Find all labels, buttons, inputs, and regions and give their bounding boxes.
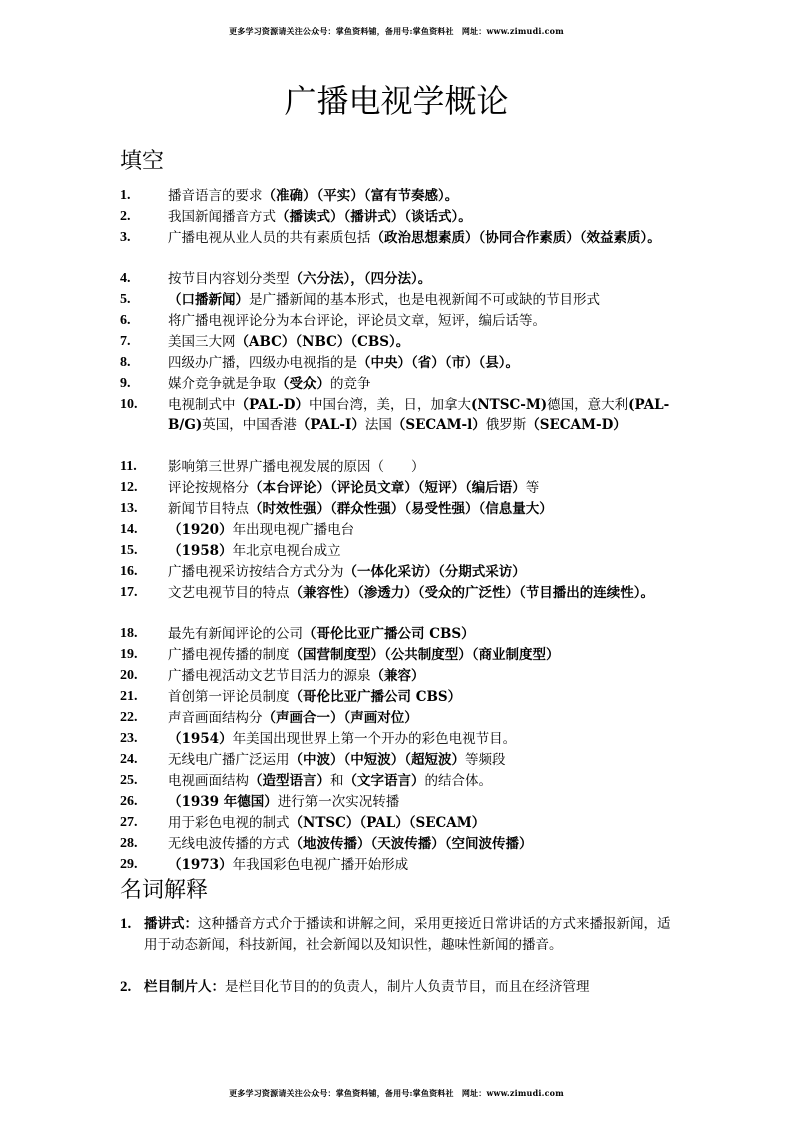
item-text bbox=[168, 478, 680, 498]
definition-item bbox=[120, 977, 680, 998]
text-run: 将广播电视评论分为本台评论，评论员文章，短评，编后话等。 bbox=[168, 313, 546, 329]
item-number: 1. bbox=[120, 188, 131, 203]
item-number: 2. bbox=[120, 979, 132, 995]
text-run: 法国 bbox=[364, 417, 392, 433]
text-run: 电视制式中 bbox=[168, 397, 236, 413]
bold-answer: （ABC）（NBC）（CBS）。 bbox=[235, 334, 410, 350]
item-number: 13. bbox=[120, 501, 138, 516]
bold-answer: 播讲式： bbox=[144, 916, 198, 932]
list-item bbox=[120, 457, 680, 477]
text-run: 年我国彩色电视广播开始形成 bbox=[232, 857, 409, 873]
text-run: 等频段 bbox=[465, 752, 506, 768]
text-run: 广播电视活动文艺节目活力的源泉 bbox=[168, 668, 371, 684]
bold-answer: （中波）（中短波）（超短波） bbox=[289, 752, 465, 768]
item-text bbox=[168, 855, 680, 875]
item-number: 12. bbox=[120, 480, 138, 495]
text-run: 评论按规格分 bbox=[168, 480, 249, 496]
list-item bbox=[120, 228, 680, 248]
list-item bbox=[120, 395, 680, 435]
item-number: 10. bbox=[120, 397, 138, 412]
item-number: 4. bbox=[120, 271, 131, 286]
bold-answer: (NTSC-M) bbox=[470, 397, 548, 413]
item-text bbox=[168, 813, 680, 833]
item-number: 22. bbox=[120, 710, 138, 725]
item-text bbox=[168, 541, 680, 561]
item-text bbox=[168, 457, 680, 477]
item-number: 27. bbox=[120, 815, 138, 830]
section-heading-fill-in: 填空 bbox=[120, 149, 165, 174]
item-number: 3. bbox=[120, 230, 131, 245]
list-item bbox=[120, 624, 680, 644]
item-text bbox=[168, 562, 680, 582]
text-run: 新闻节目特点 bbox=[168, 501, 249, 517]
bold-answer: （文字语言） bbox=[343, 773, 425, 789]
section-heading-definitions: 名词解释 bbox=[120, 878, 209, 903]
document-title: 广播电视学概论 bbox=[284, 82, 509, 120]
item-text bbox=[168, 624, 680, 644]
item-text bbox=[168, 666, 680, 686]
list-item bbox=[120, 813, 680, 833]
text-run: 影响第三世界广播电视发展的原因（ ） bbox=[168, 459, 425, 475]
item-text bbox=[168, 269, 680, 289]
list-item bbox=[120, 207, 680, 227]
text-run: 广播电视采访按结合方式分为 bbox=[168, 564, 344, 580]
item-number: 2. bbox=[120, 209, 131, 224]
list-item bbox=[120, 834, 680, 854]
page-header: 更多学习资源请关注公众号：掌鱼资料铺，备用号:掌鱼资料社 网址：www.zimudi.com bbox=[229, 26, 564, 36]
text-run: 用于彩色电视的制式 bbox=[168, 815, 290, 831]
list-item bbox=[120, 562, 680, 582]
list-item bbox=[120, 311, 680, 331]
bold-answer: （地波传播）（天波传播）（空间波传播） bbox=[289, 836, 533, 852]
item-text bbox=[168, 792, 680, 812]
bold-answer: （中央）（省）（市）（县）。 bbox=[357, 355, 519, 371]
item-number: 9. bbox=[120, 376, 131, 391]
item-text bbox=[168, 186, 680, 206]
item-text bbox=[168, 708, 680, 728]
bold-answer: （兼容性）（渗透力）（受众的广泛性）（节目播出的连续性）。 bbox=[289, 585, 654, 601]
bold-answer: （PAL-D） bbox=[235, 397, 309, 413]
item-number: 17. bbox=[120, 585, 138, 600]
item-text bbox=[168, 353, 680, 373]
item-text bbox=[168, 228, 680, 248]
list-item bbox=[120, 332, 680, 352]
text-run: 无线电广播广泛运用 bbox=[168, 752, 290, 768]
item-text bbox=[168, 332, 680, 352]
bold-answer: （一体化采访）（分期式采访） bbox=[343, 564, 526, 580]
list-item bbox=[120, 374, 680, 394]
bold-answer: （本台评论）（评论员文章）（短评）（编后语） bbox=[249, 480, 526, 496]
bold-answer: （哥伦比亚广播公司 CBS） bbox=[303, 626, 475, 642]
item-text bbox=[144, 914, 680, 956]
bold-answer: （时效性强）（群众性强）（易受性强）（信息量大） bbox=[249, 501, 553, 517]
text-run: 是广播新闻的基本形式，也是电视新闻不可或缺的节目形式 bbox=[249, 292, 600, 308]
text-run: 等 bbox=[525, 480, 540, 496]
item-text bbox=[168, 834, 680, 854]
bold-answer: （1939 年德国） bbox=[168, 794, 278, 810]
list-item bbox=[120, 771, 680, 791]
item-number: 6. bbox=[120, 313, 131, 328]
item-number: 20. bbox=[120, 668, 138, 683]
text-run: 首创第一评论员制度 bbox=[168, 689, 290, 705]
item-number: 16. bbox=[120, 564, 138, 579]
bold-answer: （口播新闻） bbox=[168, 292, 249, 308]
bold-answer: （国营制度型）（公共制度型）（商业制度型） bbox=[289, 647, 560, 663]
list-item bbox=[120, 353, 680, 373]
list-item bbox=[120, 541, 680, 561]
bold-answer: （兼容） bbox=[370, 668, 425, 684]
text-run: 德国，意大利 bbox=[547, 397, 629, 413]
text-run: 的结合体。 bbox=[424, 773, 492, 789]
item-number: 28. bbox=[120, 836, 138, 851]
list-item bbox=[120, 708, 680, 728]
list-item bbox=[120, 520, 680, 540]
bold-answer: （哥伦比亚广播公司 CBS） bbox=[289, 689, 462, 705]
page-footer: 更多学习资源请关注公众号：掌鱼资料铺，备用号:掌鱼资料社 网址：www.zimudi.com bbox=[229, 1088, 564, 1098]
item-text bbox=[168, 750, 680, 770]
item-text bbox=[168, 290, 680, 310]
text-run: 广播电视传播的制度 bbox=[168, 647, 290, 663]
bold-answer: （播读式）（播讲式）（谈话式）。 bbox=[276, 209, 472, 225]
item-number: 21. bbox=[120, 689, 138, 704]
text-run: 英国，中国香港 bbox=[202, 417, 297, 433]
list-item bbox=[120, 478, 680, 498]
list-item bbox=[120, 269, 680, 289]
item-text bbox=[144, 977, 680, 998]
item-text bbox=[168, 729, 680, 749]
definition-item bbox=[120, 914, 680, 956]
item-number: 11. bbox=[120, 459, 137, 474]
item-text bbox=[168, 687, 680, 707]
bold-answer: （政治思想素质）（协同合作素质）（效益素质）。 bbox=[370, 230, 661, 246]
text-run: 我国新闻播音方式 bbox=[168, 209, 276, 225]
text-run: 是栏目化节目的的负责人，制片人负责节目，而且在经济管理 bbox=[225, 979, 590, 995]
bold-answer: （NTSC）（PAL）（SECAM） bbox=[289, 815, 486, 831]
text-run: 美国三大网 bbox=[168, 334, 236, 350]
list-item bbox=[120, 750, 680, 770]
list-item bbox=[120, 666, 680, 686]
bold-answer: （准确）（平实）（富有节奏感）。 bbox=[262, 188, 459, 204]
item-number: 5. bbox=[120, 292, 131, 307]
text-run: 年美国出现世界上第一个开办的彩色电视节目。 bbox=[232, 731, 517, 747]
text-run: 的竞争 bbox=[330, 376, 371, 392]
item-number: 8. bbox=[120, 355, 131, 370]
bold-answer: 栏目制片人： bbox=[144, 979, 225, 995]
list-item bbox=[120, 855, 680, 875]
item-number: 24. bbox=[120, 752, 138, 767]
item-number: 15. bbox=[120, 543, 138, 558]
bold-answer: （1954） bbox=[168, 731, 233, 747]
bold-answer: （六分法），（四分法）。 bbox=[289, 271, 432, 287]
text-run: 广播电视从业人员的共有素质包括 bbox=[168, 230, 371, 246]
text-run: 俄罗斯 bbox=[485, 417, 527, 433]
text-run: 和 bbox=[330, 773, 344, 789]
bold-answer: （受众） bbox=[276, 376, 330, 392]
list-item bbox=[120, 290, 680, 310]
item-text bbox=[168, 771, 680, 791]
list-item bbox=[120, 729, 680, 749]
item-number: 14. bbox=[120, 522, 138, 537]
item-text bbox=[168, 499, 680, 519]
bold-answer: （1973） bbox=[168, 857, 233, 873]
item-text bbox=[168, 520, 680, 540]
bold-answer: （1920） bbox=[168, 522, 233, 538]
text-run: 中国台湾，美，日，加拿大 bbox=[308, 397, 471, 413]
bold-answer: (PAL-B/G) bbox=[168, 397, 670, 433]
list-item bbox=[120, 687, 680, 707]
text-run: 进行第一次实况转播 bbox=[277, 794, 400, 810]
item-text bbox=[168, 207, 680, 227]
item-text bbox=[168, 645, 680, 665]
item-number: 18. bbox=[120, 626, 138, 641]
text-run: 最先有新闻评论的公司 bbox=[168, 626, 303, 642]
text-run: 年出现电视广播电台 bbox=[232, 522, 355, 538]
text-run: 电视画面结构 bbox=[168, 773, 249, 789]
item-text bbox=[168, 395, 680, 435]
item-number: 1. bbox=[120, 916, 132, 932]
list-item bbox=[120, 792, 680, 812]
text-run: 媒介竞争就是争取 bbox=[168, 376, 276, 392]
bold-answer: （造型语言） bbox=[249, 773, 330, 789]
item-number: 26. bbox=[120, 794, 138, 809]
text-run: 年北京电视台成立 bbox=[232, 543, 341, 559]
bold-answer: （PAL-I） bbox=[296, 417, 365, 433]
bold-answer: （声画合一）（声画对位） bbox=[262, 710, 418, 726]
item-text bbox=[168, 374, 680, 394]
list-item bbox=[120, 499, 680, 519]
bold-answer: （SECAM-l） bbox=[391, 417, 486, 433]
text-run: 按节目内容划分类型 bbox=[168, 271, 290, 287]
text-run: 声音画面结构分 bbox=[168, 710, 263, 726]
text-run: 四级办广播，四级办电视指的是 bbox=[168, 355, 357, 371]
bold-answer: （SECAM-D） bbox=[526, 417, 627, 433]
item-number: 7. bbox=[120, 334, 131, 349]
text-run: 无线电波传播的方式 bbox=[168, 836, 290, 852]
text-run: 文艺电视节目的特点 bbox=[168, 585, 290, 601]
list-item bbox=[120, 645, 680, 665]
item-number: 29. bbox=[120, 857, 138, 872]
text-run: 这种播音方式介于播读和讲解之间，采用更接近日常讲话的方式来播报新闻，适用于动态新闻，科技新闻，社会新闻以及知识性，趣味性新闻的播音。 bbox=[144, 916, 671, 953]
text-run: 播音语言的要求 bbox=[168, 188, 263, 204]
item-number: 23. bbox=[120, 731, 138, 746]
item-number: 19. bbox=[120, 647, 138, 662]
bold-answer: （1958） bbox=[168, 543, 233, 559]
item-text bbox=[168, 583, 680, 603]
item-number: 25. bbox=[120, 773, 138, 788]
item-text bbox=[168, 311, 680, 331]
list-item bbox=[120, 583, 680, 603]
list-item bbox=[120, 186, 680, 206]
